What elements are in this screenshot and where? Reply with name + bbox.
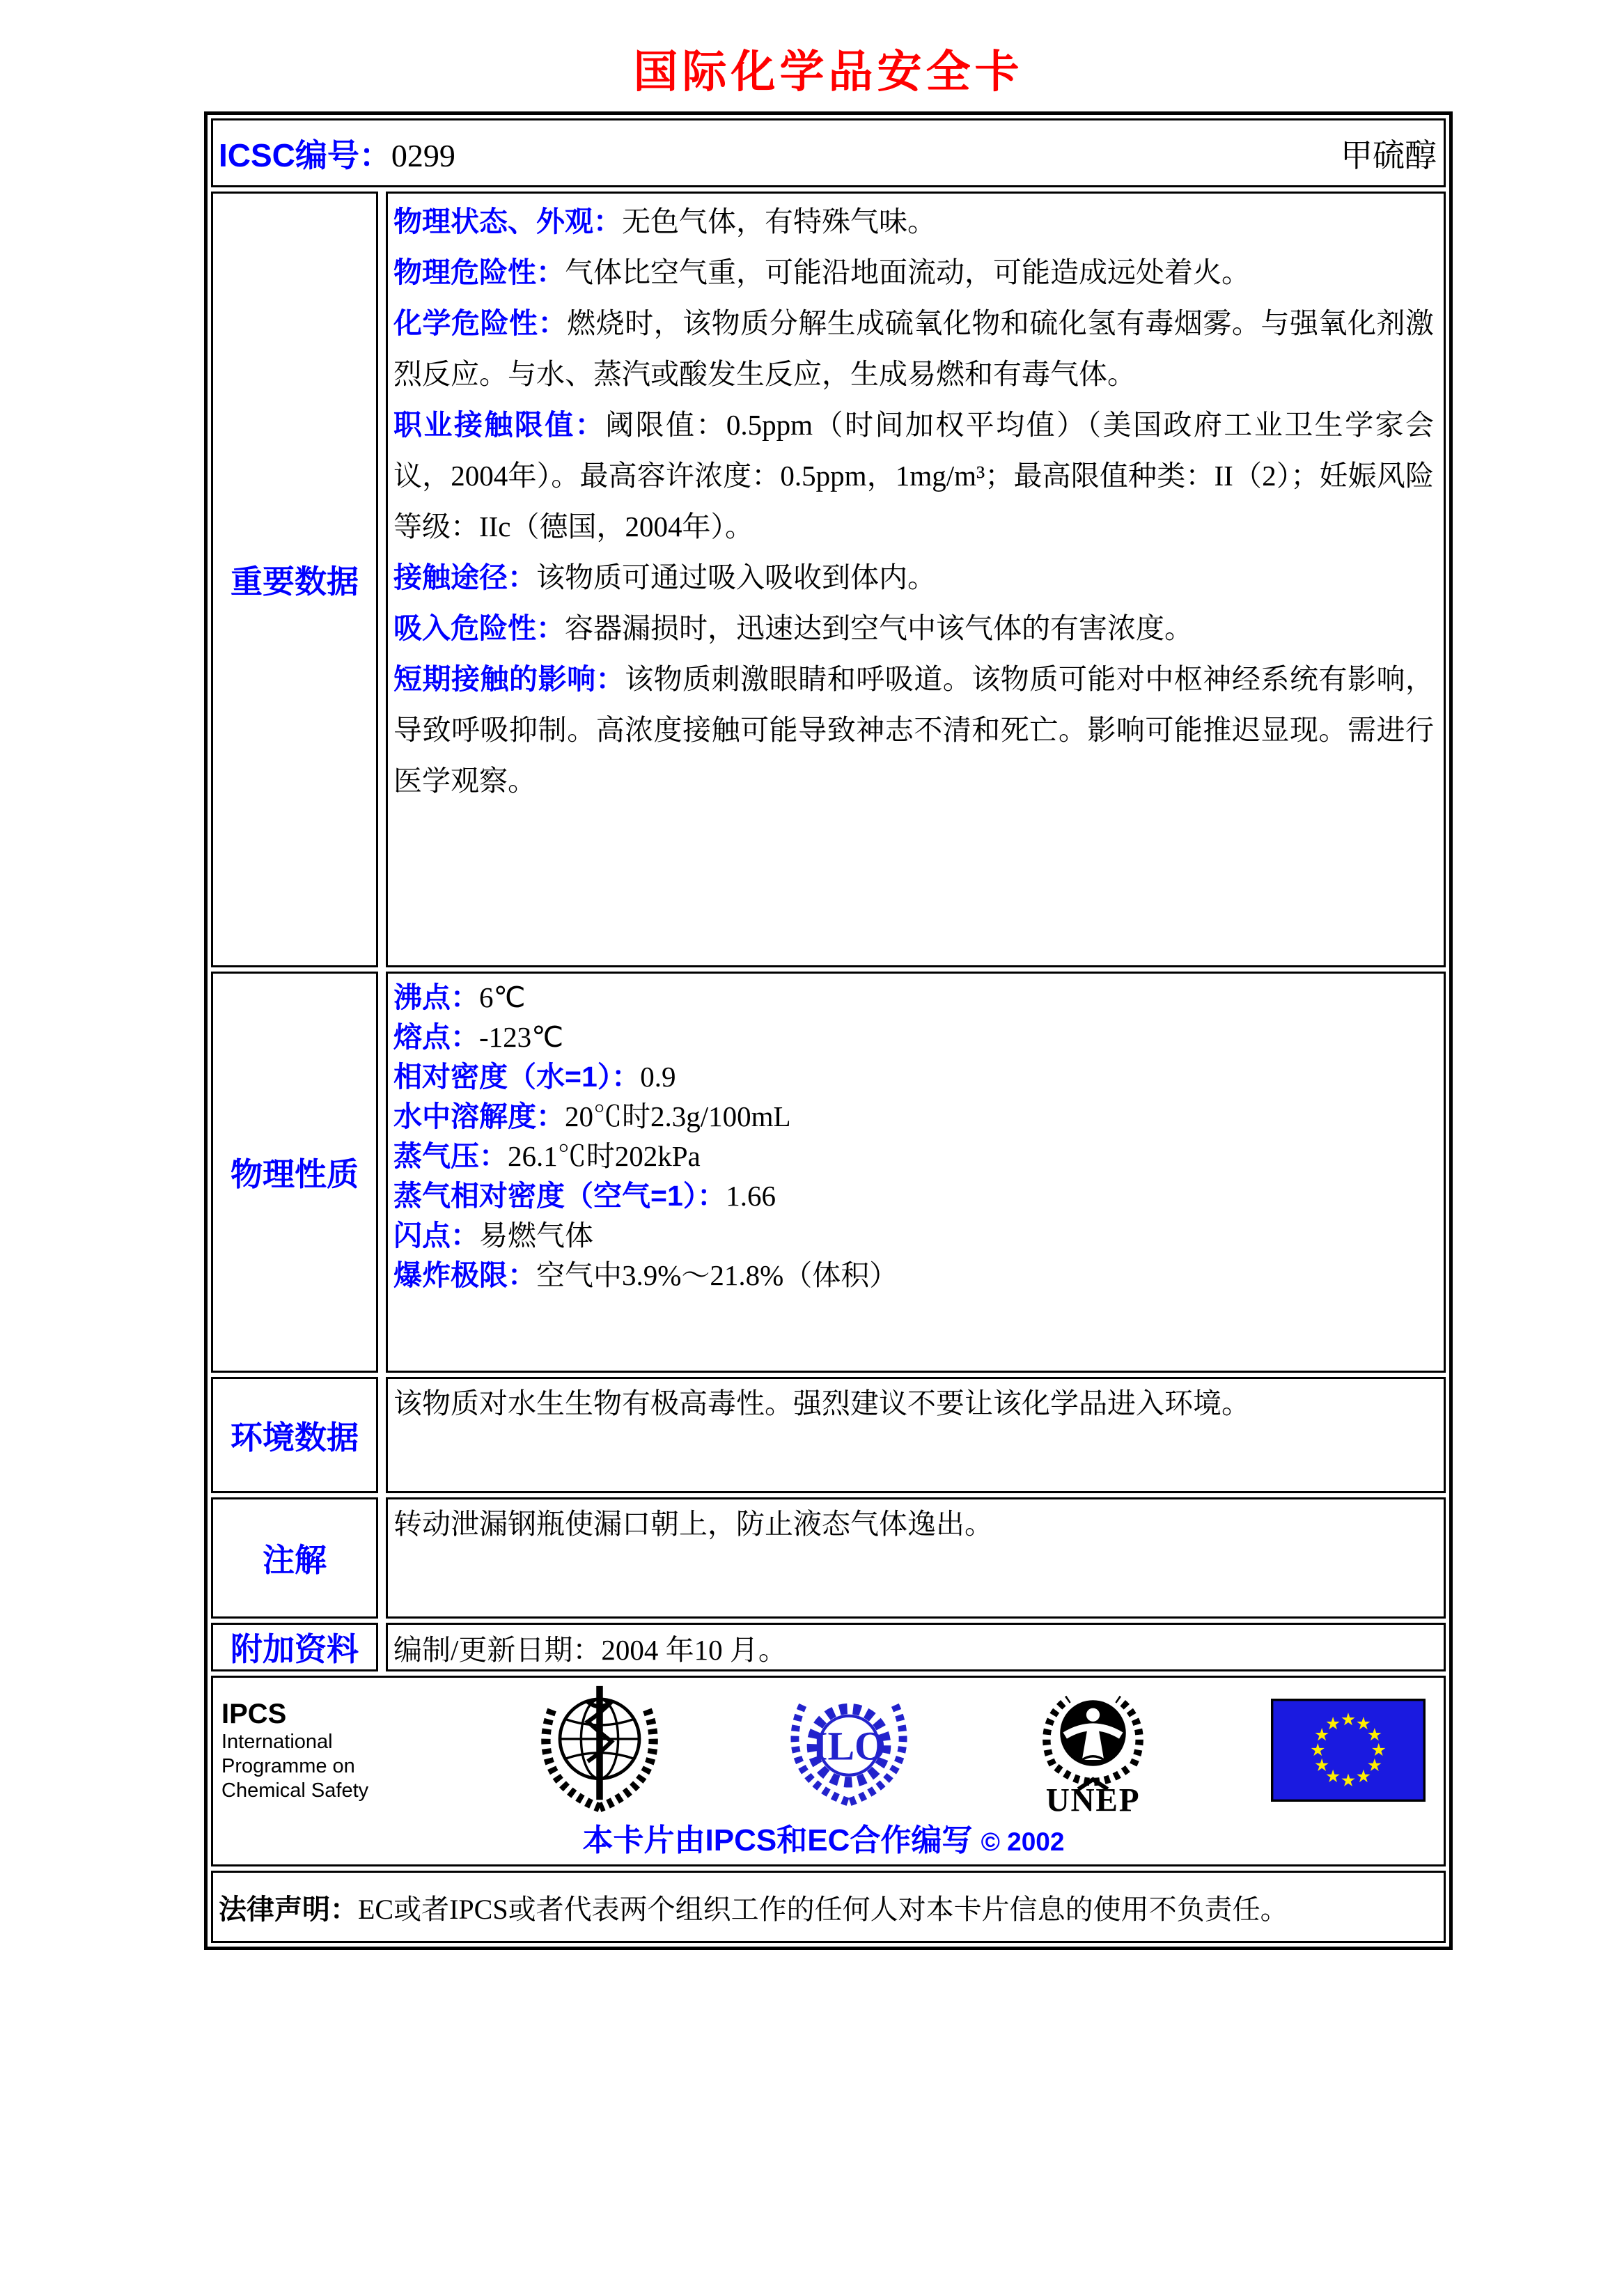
field-text: 容器漏损时，迅速达到空气中该气体的有害浓度。 — [565, 612, 1193, 644]
ipcs-line: International — [221, 1730, 333, 1753]
field-text: 该物质刺激眼睛和呼吸道。该物质可能对中枢神经系统有影响，导致呼吸抑制。高浓度接触可能导致神志不清和死亡。影响可能推迟显现。需进行医学观察。 — [393, 663, 1435, 797]
field-text: 0.9 — [640, 1061, 676, 1093]
logos-row — [211, 1676, 1446, 1866]
field-text: 20℃时2.3g/100mL — [565, 1100, 791, 1132]
who-logo-icon — [533, 1681, 666, 1820]
field-label: 闪点： — [393, 1219, 479, 1252]
field-text: 1.66 — [726, 1180, 776, 1212]
tagline-text: 本卡片由IPCS和EC合作编写 — [582, 1823, 973, 1857]
physical-item — [393, 1256, 1437, 1295]
field-text: 空气中3.9%～21.8%（体积） — [536, 1259, 898, 1291]
important-item — [393, 247, 1434, 298]
legal-notice-text: EC或者IPCS或者代表两个组织工作的任何人对本卡片信息的使用不负责任。 — [358, 1893, 1288, 1925]
field-label: 化学危险性： — [393, 307, 568, 339]
field-label: 爆炸极限： — [393, 1259, 536, 1291]
field-text: 该物质可通过吸入吸收到体内。 — [536, 561, 936, 593]
header-row — [211, 118, 1446, 187]
important-item — [393, 298, 1434, 400]
field-text: 易燃气体 — [479, 1219, 593, 1252]
important-item — [393, 603, 1434, 654]
unep-logo-icon — [1032, 1684, 1154, 1816]
physical-properties-row — [211, 972, 1446, 1373]
legal-notice-cell — [211, 1871, 1446, 1943]
important-item — [393, 400, 1434, 552]
field-label: 物理危险性： — [393, 256, 565, 288]
header-cell — [211, 118, 1446, 187]
cooperation-tagline — [221, 1821, 1426, 1862]
important-data-content — [386, 192, 1446, 967]
field-label: 水中溶解度： — [393, 1100, 565, 1132]
section-label-additional: 附加资料 — [211, 1623, 378, 1671]
field-label: 沸点： — [393, 981, 479, 1013]
notes-content: 转动泄漏钢瓶使漏口朝上，防止液态气体逸出。 — [386, 1497, 1446, 1619]
physical-item — [393, 1097, 1437, 1137]
section-label-notes: 注解 — [211, 1497, 378, 1619]
section-label-physical: 物理性质 — [211, 972, 378, 1373]
field-text: 无色气体，有特殊气味。 — [622, 205, 936, 237]
field-label: 接触途径： — [393, 561, 536, 593]
field-text: 气体比空气重，可能沿地面流动，可能造成远处着火。 — [565, 256, 1250, 288]
field-label: 吸入危险性： — [393, 612, 565, 644]
unep-logo-text: UNEP — [1045, 1782, 1141, 1816]
physical-item — [393, 1137, 1437, 1176]
physical-item — [393, 1176, 1437, 1216]
additional-info-content: 编制/更新日期：2004 年10 月。 — [386, 1623, 1446, 1671]
field-label: 蒸气压： — [393, 1140, 508, 1172]
ipcs-acronym: IPCS — [221, 1698, 287, 1729]
physical-item — [393, 1018, 1437, 1057]
field-label: 相对密度（水=1）： — [393, 1061, 641, 1093]
ipcs-line: Chemical Safety — [221, 1779, 369, 1802]
physical-properties-content — [386, 972, 1446, 1373]
environment-data-row — [211, 1377, 1446, 1493]
field-label: 短期接触的影响： — [393, 663, 625, 695]
legal-notice-label: 法律声明： — [219, 1894, 358, 1925]
notes-row — [211, 1497, 1446, 1619]
important-item — [393, 196, 1434, 247]
section-label-important: 重要数据 — [211, 192, 378, 967]
field-text: 燃烧时，该物质分解生成硫氧化物和硫化氢有毒烟雾。与强氧化剂激烈反应。与水、蒸汽或酸发生反应，生成易燃和有毒气体。 — [393, 307, 1435, 390]
field-text: 6℃ — [479, 981, 526, 1013]
field-text: 26.1℃时202kPa — [508, 1140, 701, 1172]
field-label: 熔点： — [393, 1021, 479, 1053]
environment-data-content: 该物质对水生生物有极高毒性。强烈建议不要让该化学品进入环境。 — [386, 1377, 1446, 1493]
logos-strip — [221, 1683, 1426, 1817]
chemical-name: 甲硫醇 — [1341, 137, 1437, 173]
section-label-environment: 环境数据 — [211, 1377, 378, 1493]
logos-cell — [211, 1676, 1446, 1866]
icsc-number-label: ICSC编号： — [219, 137, 391, 173]
ipcs-text-block — [221, 1698, 416, 1803]
ilo-logo-icon — [783, 1691, 915, 1809]
icsc-number-group — [219, 130, 455, 176]
additional-info-row — [211, 1623, 1446, 1671]
field-label: 物理状态、外观： — [393, 205, 622, 237]
field-label: 蒸气相对密度（空气=1）： — [393, 1180, 726, 1212]
physical-item — [393, 1216, 1437, 1256]
eu-flag-icon — [1271, 1698, 1426, 1802]
field-text: 阈限值：0.5ppm（时间加权平均值）（美国政府工业卫生学家会议，2004年）。最高容许浓度：0.5ppm，1mg/m³；最高限值种类：II（2）；妊娠风险等级：IIc（德国，2004年）。 — [393, 409, 1434, 543]
copyright-text: © 2002 — [981, 1827, 1065, 1856]
field-label: 职业接触限值： — [393, 409, 606, 441]
page-title: 国际化学品安全卡 — [633, 47, 1024, 97]
important-item — [393, 552, 1434, 603]
legal-notice-row — [211, 1871, 1446, 1943]
physical-item — [393, 978, 1437, 1018]
ilo-logo-text: ILO — [812, 1723, 886, 1769]
icsc-number-value: 0299 — [391, 137, 455, 173]
important-item — [393, 654, 1434, 806]
ipcs-line: Programme on — [221, 1754, 355, 1777]
physical-item — [393, 1057, 1437, 1097]
field-text: -123℃ — [479, 1021, 564, 1053]
icsc-card — [204, 111, 1453, 1950]
important-data-row — [211, 192, 1446, 967]
